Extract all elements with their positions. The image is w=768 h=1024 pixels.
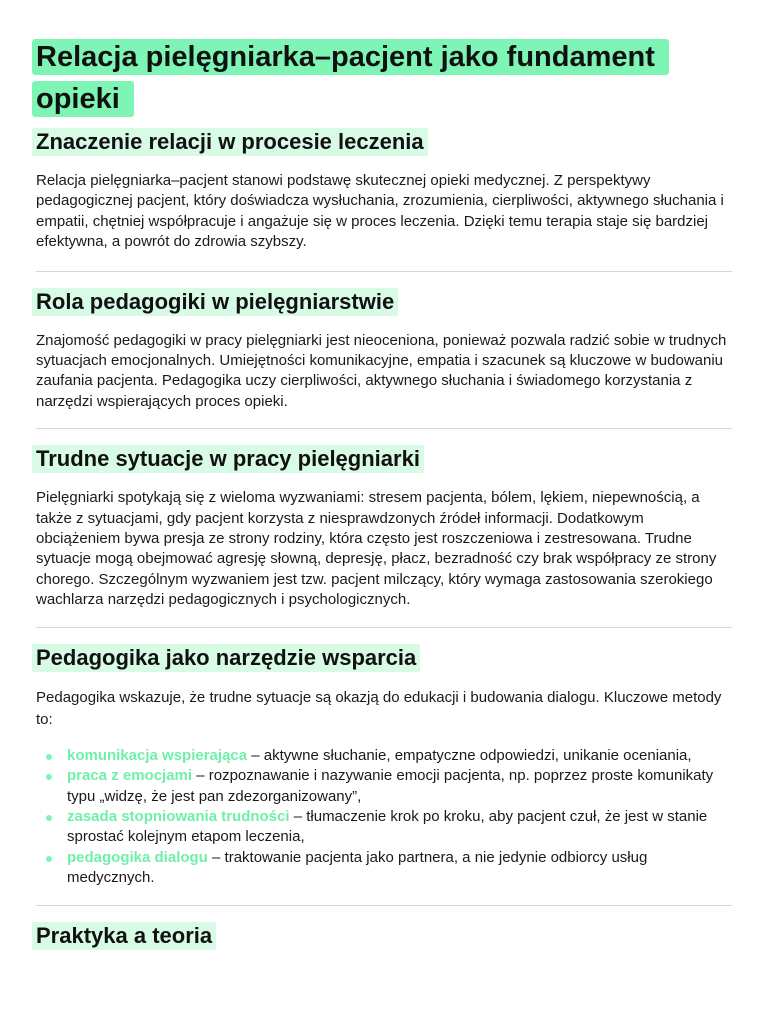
list-item-description: – aktywne słuchanie, empatyczne odpowiedzi, unikanie oceniania, (247, 746, 692, 764)
section-paragraph-pedagogy-support: Pedagogika wskazuje, że trudne sytuacje są okazją do edukacji i budowania dialogu. Kluczowe metody to: (36, 688, 722, 728)
bullet-dot-icon (46, 774, 52, 780)
section-heading-practice-theory: Praktyka a teoria (32, 922, 216, 950)
list-item (46, 766, 732, 807)
section-heading-pedagogy-support: Pedagogika jako narzędzie wsparcia (32, 644, 420, 672)
list-item (46, 848, 732, 889)
section-heading-relation: Znaczenie relacji w procesie leczenia (32, 128, 428, 156)
section-paragraph-difficult-situations: Pielęgniarki spotykają się z wieloma wyzwaniami: stresem pacjenta, bólem, lękiem, niepewnością, a także z sytuacjami, gdy pacjent korzysta z niesprawdzonych źródeł informacji. Dodatkowym obciążeniem bywa presja ze strony rodziny, która często jest roszczeniowa i zestresowana. Trudne sytuacje mogą obejmować agresję słowną, depresję, płacz, bezradność czy brak współpracy ze strony chorego. Szczególnym wyzwaniem jest tzw. pacjent milczący, który wymaga zastosowania szerokiego wachlarza narzędzi pedagogicznych i psychologicznych. (36, 489, 717, 609)
section-heading-difficult-situations: Trudne sytuacje w pracy pielęgniarki (32, 445, 424, 473)
list-item-term: zasada stopniowania trudności (67, 807, 290, 825)
list-item-term: praca z emocjami (67, 767, 193, 785)
list-item (46, 746, 732, 766)
page-title-text: Relacja pielęgniarka–pacjent jako fundament opieki (32, 39, 669, 117)
section-paragraph-pedagogy-role: Znajomość pedagogiki w pracy pielęgniarki jest nieoceniona, ponieważ pozwala radzić sobie w trudnych sytuacjach emocjonalnych. Umiejętności komunikacyjne, empatia i szacunek są kluczowe w budowaniu zaufania pacjenta. Pedagogika uczy cierpliwości, aktywnego słuchania i świadomego korzystania z narzędzi wspierających proces opieki. (36, 331, 727, 410)
bullet-dot-icon (46, 856, 52, 862)
methods-list (32, 746, 732, 889)
list-item-description: – traktowanie pacjenta jako partnera, a nie jedynie odbiorcy usług medycznych. (67, 848, 648, 887)
list-item-term: pedagogika dialogu (67, 848, 208, 866)
list-item-description: – tłumaczenie krok po kroku, aby pacjent czuł, że jest w stanie sprostać kolejnym etapom leczenia, (67, 807, 708, 846)
bullet-dot-icon (46, 754, 52, 760)
section-paragraph-relation: Relacja pielęgniarka–pacjent stanowi podstawę skutecznej opieki medycznej. Z perspektywy pedagogicznej pacjent, który doświadcza wysłuchania, zrozumienia, cierpliwości, aktywnego słuchania i empatii, chętniej współpracuje i angażuje się w proces leczenia. Dzięki temu terapia staje się bardziej efektywna, a powrót do zdrowia szybszy. (36, 172, 724, 251)
bullet-dot-icon (46, 815, 52, 821)
list-item-term: komunikacja wspierająca (67, 746, 248, 764)
section-heading-pedagogy-role: Rola pedagogiki w pielęgniarstwie (32, 288, 398, 316)
list-item-description: – rozpoznawanie i nazywanie emocji pacjenta, np. poprzez proste komunikaty typu „widzę, że jest pan zdezorganizowany”, (67, 767, 714, 805)
page-title (32, 36, 732, 120)
list-item (46, 807, 732, 848)
